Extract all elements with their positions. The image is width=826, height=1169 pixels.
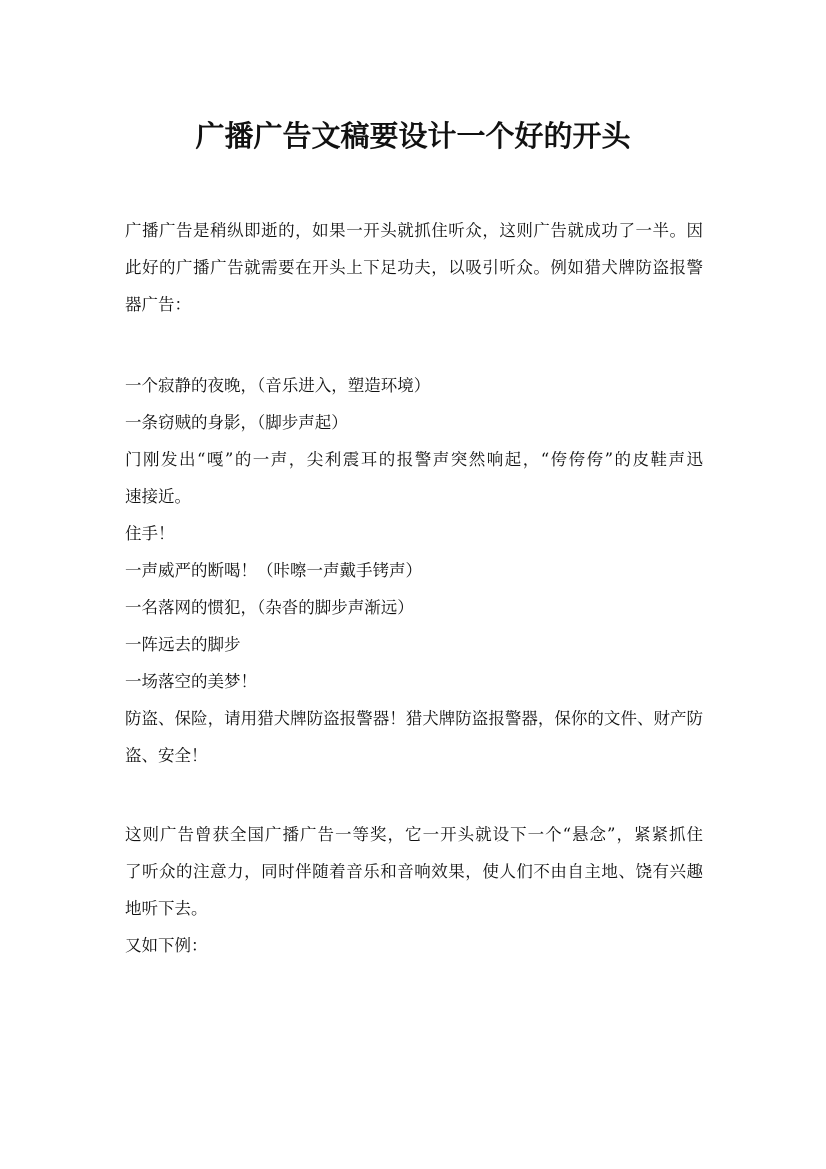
paragraph-line: 这则广告曾获全国广播广告一等奖，它一开头就设下一个“悬念”，紧紧抓住 [125,825,703,844]
paragraph-line: 广播广告是稍纵即逝的，如果一开头就抓住听众，这则广告就成功了一半。因 [125,221,703,240]
script-line: 一声威严的断喝！（咔嚓一声戴手铐声） [125,561,422,580]
paragraph-line: 又如下例： [125,936,208,955]
script-line: 速接近。 [125,487,191,506]
script-line: 一阵远去的脚步 [125,635,241,654]
blank-line [125,774,703,816]
paragraph-line: 器广告： [125,295,191,314]
script-line: 一名落网的惯犯，（杂沓的脚步声渐远） [125,598,414,617]
script-line: 门刚发出“嘎”的一声，尖利震耳的报警声突然响起，“侉侉侉”的皮鞋声迅 [125,450,703,469]
script-line: 盗、安全！ [125,746,208,765]
script-line: 防盗、保险，请用猎犬牌防盗报警器！猎犬牌防盗报警器，保你的文件、财产防 [125,709,703,728]
paragraph-line: 此好的广播广告就需要在开头上下足功夫，以吸引听众。例如猎犬牌防盗报警 [125,258,703,277]
document-title: 广播广告文稿要设计一个好的开头 [195,119,631,153]
paragraph-line: 地听下去。 [125,899,208,918]
script-line: 住手！ [125,524,175,543]
script-line: 一条窃贼的身影，（脚步声起） [125,413,348,432]
analysis-paragraph [125,816,703,964]
ad-script [125,367,703,774]
paragraph-line: 了听众的注意力，同时伴随着音乐和音响效果，使人们不由自主地、饶有兴趣 [125,862,703,881]
script-line: 一个寂静的夜晚，（音乐进入，塑造环境） [125,376,431,395]
script-line: 一场落空的美梦！ [125,672,257,691]
blank-line [125,323,703,367]
intro-paragraph [125,212,703,323]
document-body [125,212,703,964]
